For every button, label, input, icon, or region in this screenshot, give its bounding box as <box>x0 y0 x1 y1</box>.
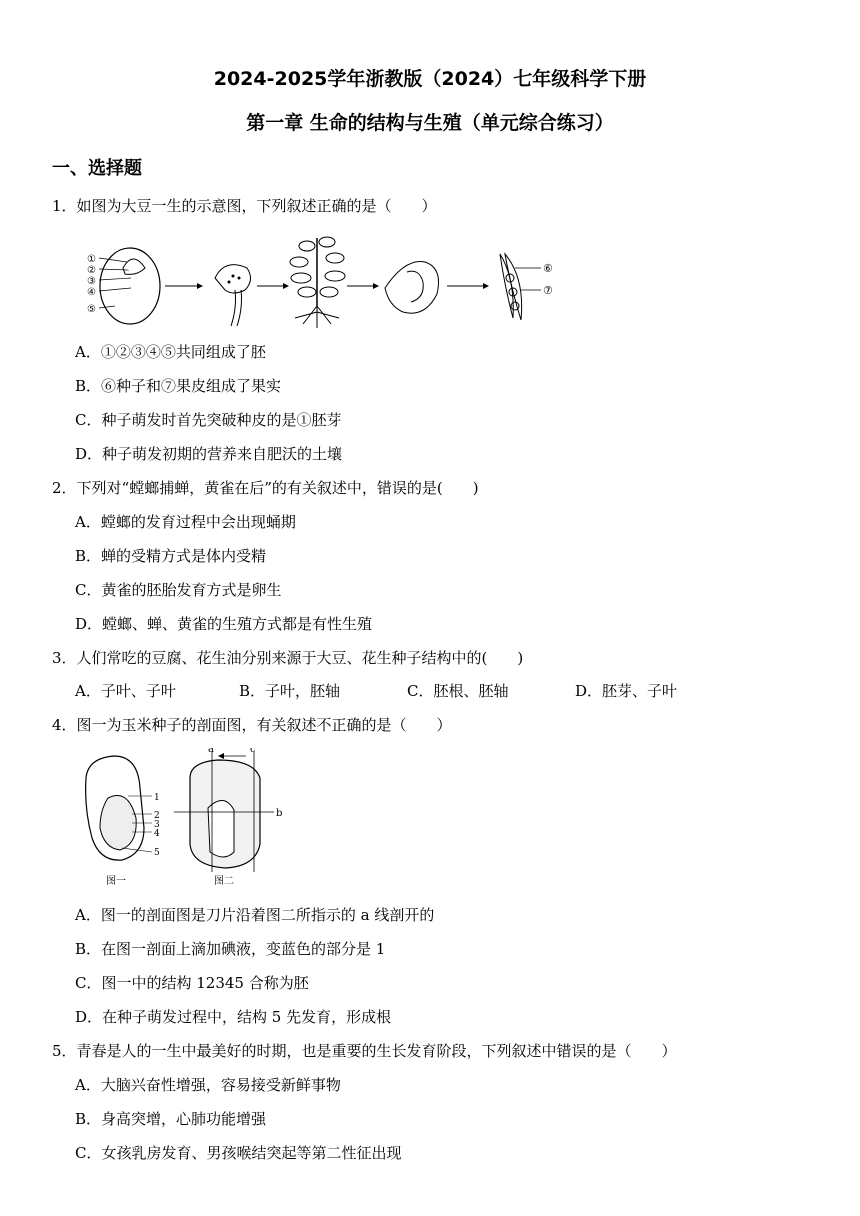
figure1-label: ③ <box>87 276 96 287</box>
corn-seed-figure <box>78 748 288 890</box>
chapter-title: 第一章 生命的结构与生殖（单元综合练习） <box>246 112 614 134</box>
figure4-label: a <box>208 748 214 755</box>
figure4-label: c <box>250 748 256 755</box>
question-5-option-b: B．身高突增，心肺功能增强 <box>75 1110 267 1128</box>
question-1-option-c: C．种子萌发时首先突破种皮的是①胚芽 <box>75 411 342 429</box>
question-4-stem: 4．图一为玉米种子的剖面图，有关叙述不正确的是（ ） <box>52 716 452 734</box>
figure1-label: ⑦ <box>543 284 553 297</box>
question-2-option-a: A．螳螂的发育过程中会出现蛹期 <box>75 513 296 531</box>
section-heading: 一、选择题 <box>52 158 142 179</box>
question-1-option-a: A．①②③④⑤共同组成了胚 <box>75 343 266 361</box>
figure4-label: 3 <box>154 820 160 830</box>
question-2-option-d: D．螳螂、蝉、黄雀的生殖方式都是有性生殖 <box>75 615 373 633</box>
figure4-label: 1 <box>154 793 160 803</box>
question-1-stem: 1．如图为大豆一生的示意图，下列叙述正确的是（ ） <box>52 197 437 215</box>
figure1-label: ① <box>87 254 96 265</box>
question-3-option-b: B．子叶，胚轴 <box>239 682 341 700</box>
question-4-option-c: C．图一中的结构 12345 合称为胚 <box>75 974 309 992</box>
question-5-option-a: A．大脑兴奋性增强，容易接受新鲜事物 <box>75 1076 341 1094</box>
question-5-option-c: C．女孩乳房发育、男孩喉结突起等第二性征出现 <box>75 1144 402 1162</box>
figure1-label: ⑥ <box>543 262 553 275</box>
figure-1-caption: 图一 <box>106 876 126 887</box>
figure1-label: ② <box>87 265 96 276</box>
figure-2-caption: 图二 <box>214 876 234 887</box>
question-5-stem: 5．青春是人的一生中最美好的时期，也是重要的生长发育阶段，下列叙述中错误的是（ ） <box>52 1042 677 1060</box>
question-3-options <box>75 680 677 701</box>
question-4-option-a: A．图一的剖面图是刀片沿着图二所指示的 a 线剖开的 <box>75 906 435 924</box>
figure4-label: b <box>276 808 283 819</box>
figure4-label: 5 <box>154 848 160 858</box>
question-3-option-a: A．子叶、子叶 <box>75 682 176 700</box>
question-1-option-d: D．种子萌发初期的营养来自肥沃的土壤 <box>75 445 343 463</box>
question-1-option-b: B．⑥种子和⑦果皮组成了果实 <box>75 377 282 395</box>
question-2-option-b: B．蝉的受精方式是体内受精 <box>75 547 267 565</box>
question-3-option-c: C．胚根、胚轴 <box>407 682 509 700</box>
document-title: 2024-2025学年浙教版（2024）七年级科学下册 <box>213 68 647 90</box>
figure4-label: 2 <box>154 811 160 821</box>
question-4-option-b: B．在图一剖面上滴加碘液，变蓝色的部分是 1 <box>75 940 386 958</box>
question-3-stem: 3．人们常吃的豆腐、花生油分别来源于大豆、花生种子结构中的( ) <box>52 649 524 667</box>
figure1-label: ④ <box>87 287 96 298</box>
question-2-option-c: C．黄雀的胚胎发育方式是卵生 <box>75 581 282 599</box>
soybean-life-cycle-figure <box>85 228 565 330</box>
question-3-option-d: D．胚芽、子叶 <box>575 682 678 700</box>
figure4-label: 4 <box>154 829 160 839</box>
question-2-stem: 2．下列对“螳螂捕蝉，黄雀在后”的有关叙述中，错误的是( ) <box>52 479 479 497</box>
question-4-option-d: D．在种子萌发过程中，结构 5 先发育，形成根 <box>75 1008 392 1026</box>
figure1-label: ⑤ <box>87 304 96 315</box>
